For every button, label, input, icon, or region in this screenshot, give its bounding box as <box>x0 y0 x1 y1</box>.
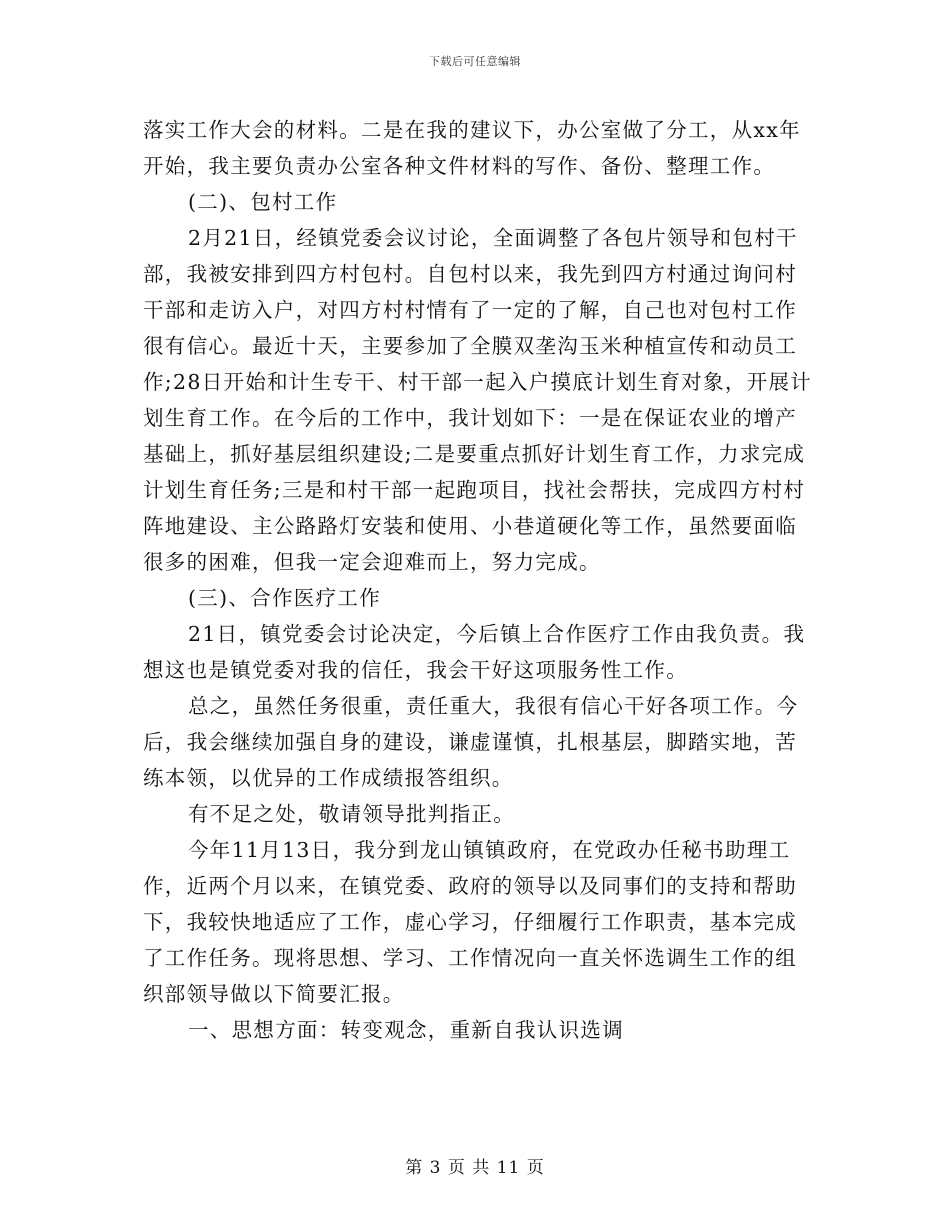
body-line: 很有信心。最近十天，主要参加了全膜双垄沟玉米种植宣传和动员工 <box>143 334 797 358</box>
body-line: 后，我会继续加强自身的建设，谦虚谨慎，扎根基层，脚踏实地，苦 <box>143 730 797 754</box>
document-body <box>143 112 813 1048</box>
body-line: 划生育工作。在今后的工作中，我计划如下：一是在保证农业的增产 <box>143 406 797 430</box>
section-heading: (三)、合作医疗工作 <box>188 586 381 610</box>
body-line: 作，近两个月以来，在镇党委、政府的领导以及同事们的支持和帮助 <box>143 874 797 898</box>
body-line: 基础上，抓好基层组织建设;二是要重点抓好计划生育工作，力求完成 <box>143 442 806 466</box>
body-line: 作;28日开始和计生专干、村干部一起入户摸底计划生育对象，开展计 <box>143 370 813 394</box>
body-line: 干部和走访入户，对四方村村情有了一定的了解，自己也对包村工作 <box>143 298 797 322</box>
section-heading: (二)、包村工作 <box>188 190 338 214</box>
body-line: 落实工作大会的材料。二是在我的建议下，办公室做了分工，从xx年 <box>143 118 801 142</box>
body-line: 练本领，以优异的工作成绩报答组织。 <box>143 766 514 790</box>
body-line: 有不足之处，敬请领导批判指正。 <box>188 802 515 826</box>
body-line: 部，我被安排到四方村包村。自包村以来，我先到四方村通过询问村 <box>143 262 797 286</box>
body-line: 了工作任务。现将思想、学习、工作情况向一直关怀选调生工作的组 <box>143 946 797 970</box>
body-line: 很多的困难，但我一定会迎难而上，努力完成。 <box>143 550 601 574</box>
body-line: 总之，虽然任务很重，责任重大，我很有信心干好各项工作。今 <box>188 694 799 718</box>
body-line: 开始，我主要负责办公室各种文件材料的写作、备份、整理工作。 <box>143 154 776 178</box>
body-line: 今年11月13日，我分到龙山镇镇政府，在党政办任秘书助理工 <box>188 838 791 862</box>
body-line: 想这也是镇党委对我的信任，我会干好这项服务性工作。 <box>143 658 688 682</box>
section-heading: 一、思想方面：转变观念，重新自我认识选调 <box>188 1018 624 1042</box>
body-line: 计划生育任务;三是和村干部一起跑项目，找社会帮扶，完成四方村村 <box>143 478 806 502</box>
body-line: 织部领导做以下简要汇报。 <box>143 982 405 1006</box>
page-number: 第 3 页 共 11 页 <box>405 1158 545 1178</box>
body-line: 阵地建设、主公路路灯安装和使用、小巷道硬化等工作，虽然要面临 <box>143 514 797 538</box>
body-line: 下，我较快地适应了工作，虚心学习，仔细履行工作职责，基本完成 <box>143 910 797 934</box>
body-line: 21日，镇党委会讨论决定，今后镇上合作医疗工作由我负责。我 <box>188 622 806 646</box>
page-header: 下载后可任意编辑 <box>429 55 521 68</box>
body-line: 2月21日，经镇党委会议讨论，全面调整了各包片领导和包村干 <box>188 226 798 250</box>
